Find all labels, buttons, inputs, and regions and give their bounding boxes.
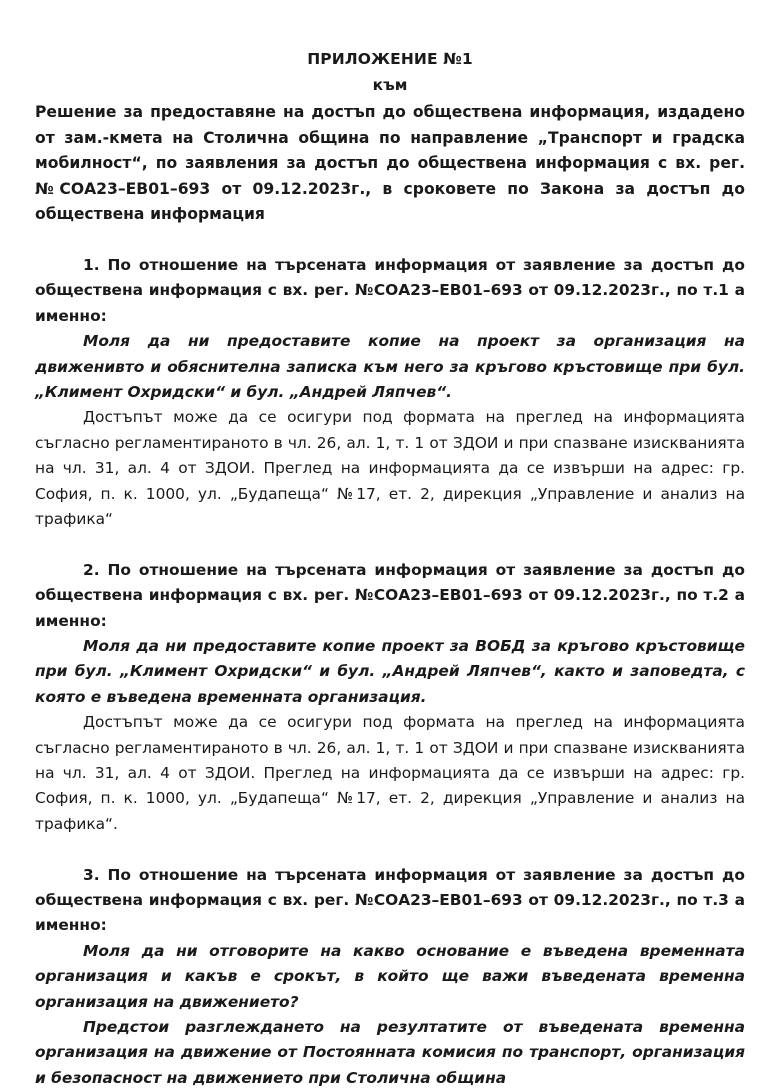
section-1-heading xyxy=(35,253,745,329)
section-2-request xyxy=(35,634,745,710)
section-2 xyxy=(35,558,745,837)
spacer xyxy=(35,228,745,253)
section-1 xyxy=(35,253,745,532)
section-3 xyxy=(35,863,745,1091)
section-3-heading-text: 3. По отношение на търсената информация от заявление за достъп до обществена информация с вх. рег. №СОА23–ЕВ01–693 от 09.12.2023г., по т.3 а именно: xyxy=(35,865,745,935)
page-title: ПРИЛОЖЕНИЕ №1 xyxy=(307,50,473,68)
spacer xyxy=(35,532,745,557)
section-3-response-text: Предстои разглеждането на резултатите от въведената временна организация на движение от Постоянната комисия по транспорт, организация и безопасност на движението при Столична община xyxy=(35,1018,745,1087)
section-3-response xyxy=(35,1015,745,1091)
section-2-response-text: Достъпът може да се осигури под формата на преглед на информацията съгласно регламентираното в чл. 26, ал. 1, т. 1 от ЗДОИ и при спазване изискванията на чл. 31, ал. 4 от ЗДОИ. Преглед на информацията да се извърши на адрес: гр. София, п. к. 1000, ул. „Будапеща“ №17, ет. 2, дирекция „Управление и анализ на трафика“. xyxy=(35,713,745,833)
section-3-request xyxy=(35,939,745,1015)
document-subtitle: към xyxy=(372,76,408,94)
section-1-response-text: Достъпът може да се осигури под формата на преглед на информацията съгласно регламентираното в чл. 26, ал. 1, т. 1 от ЗДОИ и при спазване изискванията на чл. 31, ал. 4 от ЗДОИ. Преглед на информацията да се извърши на адрес: гр. София, п. к. 1000, ул. „Будапеща“ №17, ет. 2, дирекция „Управление и анализ на трафика“ xyxy=(35,408,745,528)
document-intro-paragraph: Решение за предоставяне на достъп до обществена информация, издадено от зам.-кмета на Столична община по направление „Транспорт и градска мобилност“, по заявления за достъп до обществена информация с вх. рег. №СОА23–ЕВ01–693 от 09.12.2023г., в сроковете по Закона за достъп до обществена информация xyxy=(35,103,745,223)
section-2-heading-text: 2. По отношение на търсената информация от заявление за достъп до обществена информация с вх. рег. №СОА23–ЕВ01–693 от 09.12.2023г., по т.2 а именно: xyxy=(35,560,745,630)
section-3-request-text: Моля да ни отговорите на какво основание е въведена временната организация и какъв е срокът, в който ще важи въведената временна организация на движението? xyxy=(35,941,745,1011)
section-1-request-text: Моля да ни предоставите копие на проект за организация на движенивто и обяснителна записка към него за кръгово кръстовище при бул. „Климент Охридски“ и бул. „Андрей Ляпчев“. xyxy=(35,332,745,401)
section-1-heading-text: 1. По отношение на търсената информация от заявление за достъп до обществена информация с вх. рег. №СОА23–ЕВ01–693 от 09.12.2023г., по т.1 а именно: xyxy=(35,255,745,325)
spacer xyxy=(35,837,745,862)
section-2-heading xyxy=(35,558,745,634)
section-3-heading xyxy=(35,863,745,939)
section-2-request-text: Моля да ни предоставите копие проект за ВОБД за кръгово кръстовище при бул. „Климент Охридски“ и бул. „Андрей Ляпчев“, както и заповедта, с която е въведена временната организация. xyxy=(35,636,745,706)
section-1-response xyxy=(35,405,745,532)
section-1-request xyxy=(35,329,745,405)
section-2-response xyxy=(35,710,745,837)
